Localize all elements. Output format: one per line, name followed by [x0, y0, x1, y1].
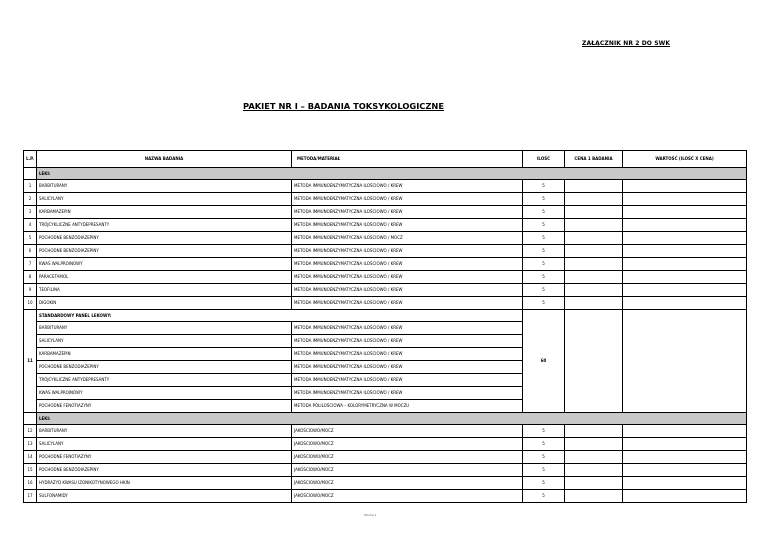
row-method: METODA IMMUNOENZYMATYCZNA ILOŚCIOWO / MOCZ [292, 232, 523, 245]
row-value [623, 180, 747, 193]
row-price [565, 284, 623, 297]
row-qty: 5 [523, 451, 565, 464]
table-row [24, 180, 747, 193]
table-row [24, 193, 747, 206]
row-method: JAKOŚCIOWO/MOCZ [292, 477, 523, 490]
panel-price [565, 310, 623, 413]
row-method: METODA IMMUNOENZYMATYCZNA ILOŚCIOWO / KREW [292, 271, 523, 284]
panel-row-method: METODA IMMUNOENZYMATYCZNA ILOŚCIOWO / KREW [292, 387, 523, 400]
panel-row-method: METODA IMMUNOENZYMATYCZNA ILOŚCIOWO / KREW [292, 335, 523, 348]
row-price [565, 490, 623, 503]
page-title: PAKIET NR I – BADANIA TOKSYKOLOGICZNE [243, 101, 444, 111]
panel-qty: 60 [523, 310, 565, 413]
row-name: BARBITURANY [37, 180, 292, 193]
col-header-qty: ILOŚĆ [523, 151, 565, 168]
table-row [24, 477, 747, 490]
table-row [24, 232, 747, 245]
row-qty: 5 [523, 219, 565, 232]
table-row [24, 490, 747, 503]
panel-row-name: BARBITURANY [37, 322, 292, 335]
row-price [565, 245, 623, 258]
row-lp: 4 [24, 219, 37, 232]
row-lp: 9 [24, 284, 37, 297]
row-value [623, 438, 747, 451]
panel-row-name: SALICYLANY [37, 335, 292, 348]
row-lp: 8 [24, 271, 37, 284]
row-price [565, 477, 623, 490]
row-value [623, 477, 747, 490]
row-method: METODA IMMUNOENZYMATYCZNA ILOŚCIOWO / KREW [292, 258, 523, 271]
annex-label: ZAŁĄCZNIK NR 2 DO SWK [582, 40, 671, 47]
row-name: POCHODNE BENZODIAZEPINY [37, 232, 292, 245]
row-qty: 5 [523, 271, 565, 284]
row-price [565, 180, 623, 193]
header-dot: . [367, 34, 368, 38]
panel-row-method: METODA IMMUNOENZYMATYCZNA ILOŚCIOWO / KREW [292, 361, 523, 374]
row-qty: 5 [523, 193, 565, 206]
row-method: JAKOŚCIOWO/MOCZ [292, 425, 523, 438]
row-name: POCHODNE BENZODIAZEPINY [37, 245, 292, 258]
row-lp: 2 [24, 193, 37, 206]
row-qty: 5 [523, 245, 565, 258]
table-row [24, 297, 747, 310]
table-row [24, 206, 747, 219]
panel-row-name: KARBAMAZEPIN [37, 348, 292, 361]
panel-row-method: METODA IMMUNOENZYMATYCZNA ILOŚCIOWO / KREW [292, 348, 523, 361]
table-row [24, 464, 747, 477]
row-price [565, 232, 623, 245]
row-lp: 15 [24, 464, 37, 477]
row-value [623, 284, 747, 297]
row-price [565, 193, 623, 206]
table-row [24, 425, 747, 438]
row-lp: 10 [24, 297, 37, 310]
row-qty: 5 [523, 490, 565, 503]
row-qty: 5 [523, 477, 565, 490]
row-name: HYDRAZYD KWASU IZONIKOTYNOWEGO HKIN [37, 477, 292, 490]
table-row [24, 219, 747, 232]
row-name: SALICYLANY [37, 193, 292, 206]
table-row [24, 284, 747, 297]
row-lp: 16 [24, 477, 37, 490]
row-price [565, 258, 623, 271]
tests-table [23, 150, 747, 503]
row-value [623, 206, 747, 219]
panel-label: STANDARDOWY PANEL LEKOWY: [37, 310, 523, 322]
row-lp: 3 [24, 206, 37, 219]
col-header-value: WARTOŚĆ (ILOŚĆ X CENA) [623, 151, 747, 168]
col-header-price: CENA 1 BADANIA [565, 151, 623, 168]
row-method: METODA IMMUNOENZYMATYCZNA ILOŚCIOWO / KREW [292, 206, 523, 219]
row-qty: 5 [523, 180, 565, 193]
row-price [565, 297, 623, 310]
panel-row-name: POCHODNE FENOTIAZYNY [37, 400, 292, 413]
row-lp: 5 [24, 232, 37, 245]
row-lp: 6 [24, 245, 37, 258]
table-row [24, 271, 747, 284]
row-name: POCHODNE FENOTIAZYNY [37, 451, 292, 464]
row-value [623, 245, 747, 258]
row-value [623, 490, 747, 503]
row-method: JAKOŚCIOWO/MOCZ [292, 490, 523, 503]
row-method: METODA IMMUNOENZYMATYCZNA ILOŚCIOWO / KREW [292, 245, 523, 258]
page-footer: Strona 1 [364, 513, 377, 517]
row-name: KWAS WALPROINOWY [37, 258, 292, 271]
panel-row-name: POCHODNE BENZODIAZEPINY [37, 361, 292, 374]
section-leki-1 [24, 168, 747, 180]
row-price [565, 206, 623, 219]
row-price [565, 451, 623, 464]
row-name: PARACETAMOL [37, 271, 292, 284]
row-method: JAKOŚCIOWO/MOCZ [292, 438, 523, 451]
row-name: SALICYLANY [37, 438, 292, 451]
row-lp: 17 [24, 490, 37, 503]
panel-row-method: METODA IMMUNOENZYMATYCZNA ILOŚCIOWO / KREW [292, 374, 523, 387]
row-method: JAKOŚCIOWO/MOCZ [292, 464, 523, 477]
row-qty: 5 [523, 232, 565, 245]
row-value [623, 219, 747, 232]
row-name: TEOFILINA [37, 284, 292, 297]
row-name: KARBAMAZEPIN [37, 206, 292, 219]
row-lp: 12 [24, 425, 37, 438]
panel-label-row [24, 310, 747, 322]
section-label: LEKI: [37, 413, 747, 425]
row-qty: 5 [523, 438, 565, 451]
row-price [565, 438, 623, 451]
col-header-name: NAZWA BADANIA [37, 151, 292, 168]
row-value [623, 451, 747, 464]
section-spacer [24, 168, 37, 180]
row-method: JAKOŚCIOWO/MOCZ [292, 451, 523, 464]
section-label: LEKI: [37, 168, 747, 180]
row-qty: 5 [523, 258, 565, 271]
row-value [623, 464, 747, 477]
row-name: BARBITURANY [37, 425, 292, 438]
panel-row-method: METODA IMMUNOENZYMATYCZNA ILOŚCIOWO / KREW [292, 322, 523, 335]
row-qty: 5 [523, 464, 565, 477]
row-value [623, 232, 747, 245]
row-method: METODA IMMUNOENZYMATYCZNA ILOŚCIOWO / KREW [292, 219, 523, 232]
col-header-method: METODA/MATERIAŁ [292, 151, 523, 168]
row-price [565, 219, 623, 232]
row-value [623, 297, 747, 310]
panel-row-method: METODA PÓŁILOŚCIOWA – KOLORYMETRYCZNA W MOCZU [292, 400, 523, 413]
row-value [623, 258, 747, 271]
table-header-row [24, 151, 747, 168]
row-price [565, 425, 623, 438]
row-lp: 13 [24, 438, 37, 451]
panel-row-name: TRÓJCYKLICZNE ANTYDEPRESANTY [37, 374, 292, 387]
table-row [24, 438, 747, 451]
col-header-lp: L.P. [24, 151, 37, 168]
row-qty: 5 [523, 425, 565, 438]
panel-row-name: KWAS WALPROINOWY [37, 387, 292, 400]
table-row [24, 451, 747, 464]
section-spacer [24, 413, 37, 425]
row-method: METODA IMMUNOENZYMATYCZNA ILOŚCIOWO / KREW [292, 284, 523, 297]
row-method: METODA IMMUNOENZYMATYCZNA ILOŚCIOWO / KREW [292, 180, 523, 193]
row-price [565, 271, 623, 284]
row-name: DIGOKIN [37, 297, 292, 310]
panel-value [623, 310, 747, 413]
row-method: METODA IMMUNOENZYMATYCZNA ILOŚCIOWO / KREW [292, 297, 523, 310]
row-price [565, 464, 623, 477]
table-row [24, 258, 747, 271]
row-name: POCHODNE BENZODIAZEPINY [37, 464, 292, 477]
row-value [623, 193, 747, 206]
row-method: METODA IMMUNOENZYMATYCZNA ILOŚCIOWO / KREW [292, 193, 523, 206]
row-name: SULFONAMIDY [37, 490, 292, 503]
row-qty: 5 [523, 297, 565, 310]
row-name: TRÓJCYKLICZNE ANTYDEPRESANTY [37, 219, 292, 232]
row-lp: 14 [24, 451, 37, 464]
row-lp: 1 [24, 180, 37, 193]
section-leki-2 [24, 413, 747, 425]
row-value [623, 271, 747, 284]
table-row [24, 245, 747, 258]
row-value [623, 425, 747, 438]
row-qty: 5 [523, 284, 565, 297]
panel-lp: 11 [24, 310, 37, 413]
row-lp: 7 [24, 258, 37, 271]
row-qty: 5 [523, 206, 565, 219]
